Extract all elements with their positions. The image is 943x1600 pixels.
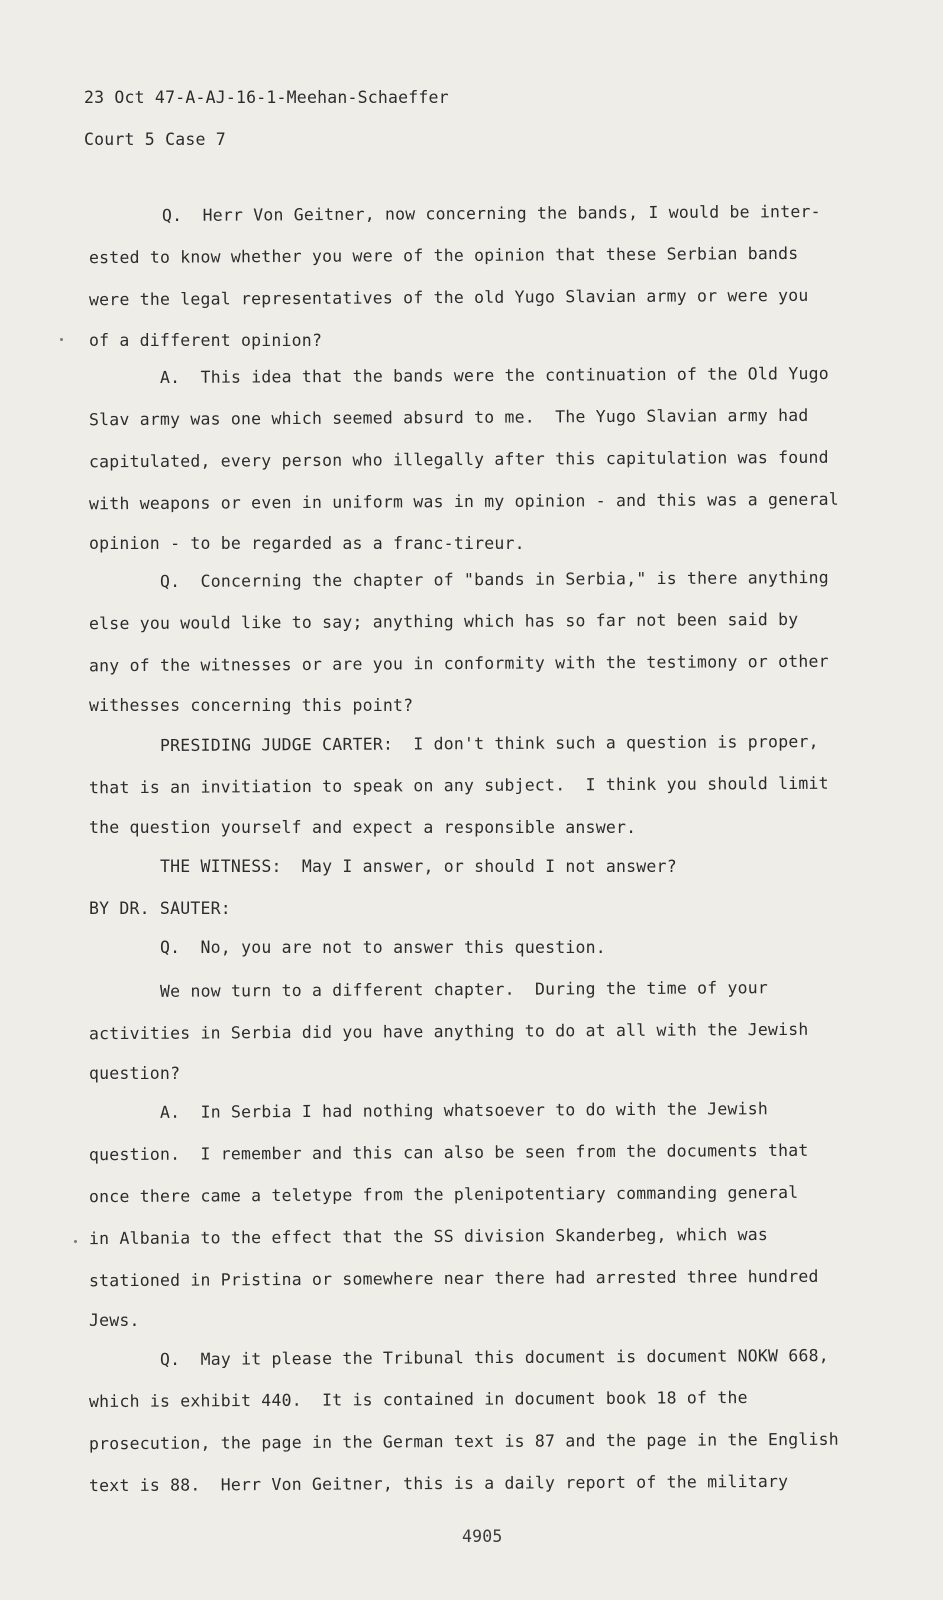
text-line: in Albania to the effect that the SS division Skanderbeg, which was — [88, 1224, 769, 1249]
text-line: PRESIDING JUDGE CARTER: I don't think such a question is proper, — [159, 731, 819, 756]
text-line: with weapons or even in uniform was in my opinion - and this was a general — [88, 489, 839, 514]
text-line: of a different opinion? — [89, 331, 323, 350]
text-line: Slav army was one which seemed absurd to me. The Yugo Slavian army had — [88, 405, 809, 430]
text-line: We now turn to a different chapter. During the time of your — [159, 978, 769, 1001]
text-line: Q. May it please the Tribunal this document is document NOKW 668, — [159, 1345, 829, 1370]
text-line: which is exhibit 440. It is contained in document book 18 of the — [88, 1387, 748, 1412]
text-line: text is 88. Herr Von Geitner, this is a daily report of the military — [88, 1471, 789, 1496]
text-line: activities in Serbia did you have anything to do at all with the Jewish — [88, 1019, 809, 1044]
text-line: stationed in Pristina or somewhere near there had arrested three hundred — [88, 1266, 819, 1291]
text-line: Q. Concerning the chapter of "bands in Serbia," is there anything — [159, 567, 829, 592]
text-line: any of the witnesses or are you in conformity with the testimony or other — [88, 651, 829, 676]
text-line: were the legal representatives of the old Yugo Slavian army or were you — [88, 285, 809, 310]
text-line: opinion - to be regarded as a franc-tireur. — [89, 534, 525, 553]
text-line: THE WITNESS: May I answer, or should I not answer? — [160, 857, 677, 876]
text-line: withesses concerning this point? — [89, 696, 414, 715]
text-line: Q. Herr Von Geitner, now concerning the bands, I would be inter- — [161, 201, 821, 226]
text-line: that is an invitiation to speak on any subject. I think you should limit — [88, 773, 829, 798]
header-line-1: 23 Oct 47-A-AJ-16-1-Meehan-Schaeffer — [84, 88, 449, 107]
page-number: 4905 — [462, 1527, 503, 1546]
text-line: A. In Serbia I had nothing whatsoever to do with the Jewish — [159, 1099, 769, 1122]
text-line: BY DR. SAUTER: — [89, 899, 231, 918]
text-line: ested to know whether you were of the opinion that these Serbian bands — [88, 243, 799, 268]
header-line-2: Court 5 Case 7 — [84, 130, 226, 149]
text-line: once there came a teletype from the plenipotentiary commanding general — [88, 1182, 799, 1207]
paper-speck — [60, 338, 63, 341]
text-line: Q. No, you are not to answer this question. — [160, 938, 606, 957]
text-line: capitulated, every person who illegally after this capitulation was found — [88, 447, 829, 472]
text-line: A. This idea that the bands were the continuation of the Old Yugo — [159, 363, 829, 388]
text-line: question? — [89, 1064, 181, 1083]
text-line: the question yourself and expect a responsible answer. — [89, 818, 637, 837]
text-line: prosecution, the page in the German text is 87 and the page in the English — [88, 1429, 839, 1454]
paper-speck — [74, 1240, 77, 1243]
text-line: else you would like to say; anything which has so far not been said by — [88, 609, 799, 634]
text-line: Jews. — [89, 1311, 140, 1330]
text-line: question. I remember and this can also be seen from the documents that — [88, 1140, 809, 1165]
